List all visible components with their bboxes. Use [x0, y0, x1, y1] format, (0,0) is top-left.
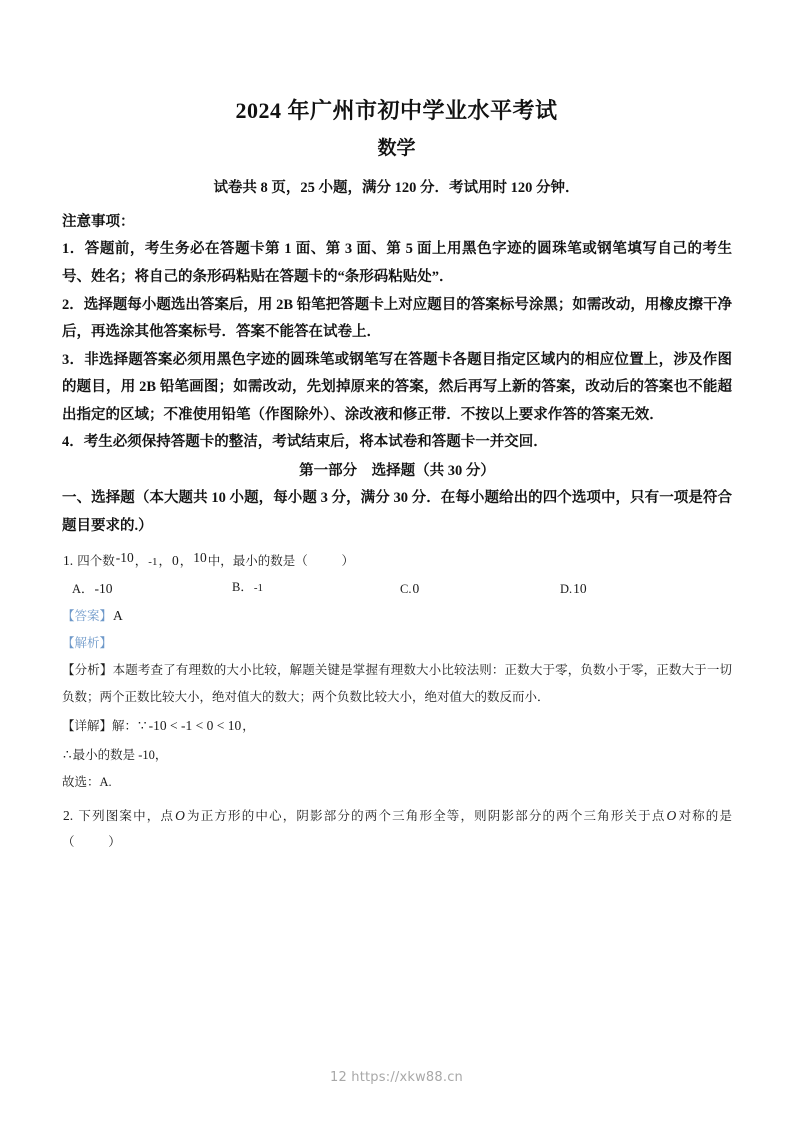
detail-1-prefix: 解：: [112, 718, 138, 733]
question-1-answer-line: [62, 601, 732, 630]
document-body: [62, 211, 732, 856]
question-1-options: [62, 575, 732, 601]
option-b-value: -1: [253, 581, 264, 594]
question-1-stem-prefix: 四个数: [77, 554, 115, 569]
question-2-answer-blank: [75, 835, 109, 849]
question-2-stem-close: ）: [108, 835, 121, 850]
detail-tag: 【详解】: [62, 718, 113, 733]
option-b[interactable]: [232, 575, 264, 601]
question-2-var-o-2: O: [666, 808, 677, 824]
question-2-stem: [62, 802, 732, 855]
part-heading: 第一部分 选择题（共 30 分）: [299, 462, 495, 479]
question-2-number: 2.: [63, 808, 74, 824]
question-2-part3: 对称的是（: [62, 809, 732, 850]
detail-2-symbol: ∴: [63, 746, 72, 762]
answer-value: A: [113, 607, 123, 623]
notice-heading: 注意事项：: [62, 214, 135, 230]
question-1-answer-blank: [308, 554, 342, 568]
question-1-num-a: -10: [115, 550, 134, 566]
option-d-value: 10: [573, 580, 587, 596]
question-2-part1: 下列图案中，点: [78, 809, 175, 824]
answer-tag: 【答案】: [62, 608, 113, 623]
question-1-num-b: -1: [148, 556, 158, 569]
detail-2-math: 最小的数是 -10: [72, 747, 155, 762]
question-1-stem-close: ）: [341, 554, 355, 569]
detail-3-prefix: 故选：A.: [62, 774, 112, 789]
notice-item-2: 2．选择题每小题选出答案后，用 2B 铅笔把答题卡上对应题目的答案标号涂黑；如需改动，用橡皮擦干净后，再选涂其他答案标号．答案不能答在试卷上．: [62, 296, 732, 341]
question-2-part2: 为正方形的中心，阴影部分的两个三角形全等，则阴影部分的两个三角形关于点: [185, 809, 666, 824]
question-1-detail-line-3: [62, 769, 732, 796]
question-1-detail-line-1: [62, 711, 732, 740]
option-a-value: -10: [94, 580, 113, 596]
detail-1-suffix: ，: [242, 718, 255, 733]
option-c[interactable]: [400, 575, 420, 603]
option-a-label: A．: [72, 581, 94, 596]
detail-1-math: -10 < -1 < 0 < 10: [148, 717, 242, 733]
question-1-explain-line: [62, 630, 732, 657]
option-c-value: 0: [412, 580, 420, 596]
question-1-num-d: 10: [193, 550, 207, 566]
detail-1-symbol: ∵: [138, 717, 147, 733]
analysis-text: 本题考查了有理数的大小比较，解题关键是掌握有理数大小比较法则：正数大于零，负数小于零，正数大于一切负数；两个正数比较大小，绝对值大的数大；两个负数比较大小，绝对值大的数反而小．: [62, 662, 732, 704]
footer-watermark: 12 https://xkw88.cn: [330, 1070, 463, 1085]
subject-title: 数学: [377, 138, 416, 159]
question-1-number: 1.: [63, 553, 74, 569]
analysis-tag: 【分析】: [62, 662, 113, 677]
option-d[interactable]: [560, 575, 588, 603]
question-1-stem-suffix: 中，最小的数是（: [207, 554, 308, 569]
spacer: [62, 795, 732, 802]
spacer: [62, 540, 732, 547]
page-title: 2024 年广州市初中学业水平考试: [235, 98, 558, 123]
question-1-analysis: [62, 657, 732, 711]
explain-tag: 【解析】: [62, 635, 113, 650]
option-c-label: C.: [400, 581, 412, 596]
option-d-label: D.: [560, 581, 573, 596]
notice-item-3: 3．非选择题答案必须用黑色字迹的圆珠笔或钢笔写在答题卡各题目指定区域内的相应位置上，涉及作图的题目，用 2B 铅笔画图；如需改动，先划掉原来的答案，然后再写上新的答案，改动后的答案也不能超出指定的区域；不准使用铅笔（作图除外）、涂改液和修正带．不按以上要求作答的答案无效．: [62, 351, 732, 423]
question-1-num-c: 0: [171, 553, 179, 569]
question-1-stem: 1. 四个数-10，-1，0，10中，最小的数是（ ）: [63, 550, 355, 569]
option-b-label: B．: [232, 579, 253, 594]
notice-item-4: 4．考生必须保持答题卡的整洁，考试结束后，将本试卷和答题卡一并交回．: [62, 434, 548, 451]
section-heading: 一、选择题（本大题共 10 小题，每小题 3 分，满分 30 分．在每小题给出的四个选项中，只有一项是符合题目要求的.）: [62, 490, 732, 534]
notice-item-1: 1．答题前，考生务必在答题卡第 1 面、第 3 面、第 5 面上用黑色字迹的圆珠笔或钢笔填写自己的考生号、姓名；将自己的条形码粘贴在答题卡的“条形码粘贴处”．: [62, 241, 732, 286]
detail-2-suffix: ，: [154, 747, 168, 762]
question-2-var-o-1: O: [175, 808, 185, 824]
question-1-detail-line-2: [62, 740, 732, 769]
option-a[interactable]: [72, 575, 114, 603]
exam-meta-line: 试卷共 8 页，25 小题，满分 120 分．考试用时 120 分钟．: [213, 180, 580, 196]
